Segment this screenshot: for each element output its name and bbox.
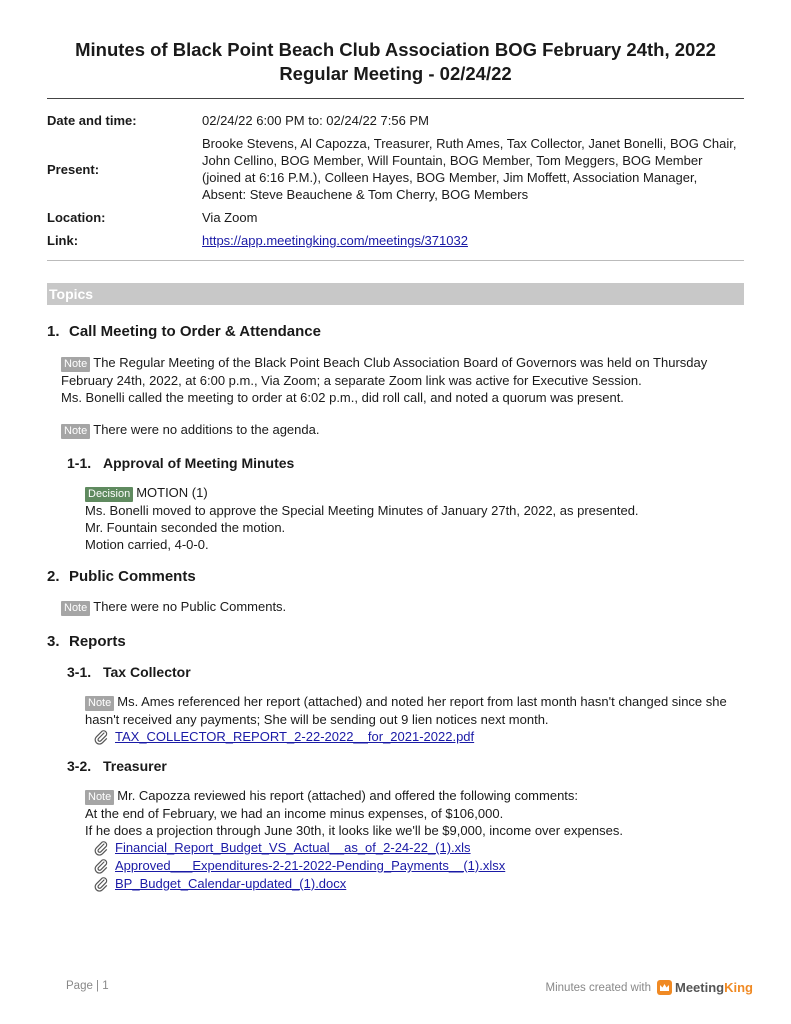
footer-credit bbox=[546, 980, 753, 995]
attachment-link[interactable]: Financial_Report_Budget_VS_Actual__as_of_2-24-22_(1).xls bbox=[115, 840, 471, 855]
note-text: Mr. Capozza reviewed his report (attached) and offered the following comments: bbox=[117, 788, 579, 803]
brand-meeting: Meeting bbox=[674, 980, 725, 995]
note-tag: Note bbox=[61, 424, 90, 439]
crown-icon bbox=[657, 980, 672, 995]
location-value: Via Zoom bbox=[202, 210, 258, 225]
meta-divider bbox=[47, 260, 744, 261]
section-number: 2. bbox=[47, 568, 60, 585]
section-1-1-decision bbox=[47, 484, 744, 553]
note-tag: Note bbox=[85, 790, 114, 805]
paperclip-icon bbox=[93, 876, 109, 892]
section-heading-1 bbox=[47, 322, 744, 342]
subsection-number: 1-1. bbox=[67, 455, 92, 471]
attachment-link[interactable]: Approved___Expenditures-2-21-2022-Pending_Payments__(1).xlsx bbox=[115, 858, 506, 873]
section-title: Public Comments bbox=[69, 568, 196, 585]
attachment-link[interactable]: BP_Budget_Calendar-updated_(1).docx bbox=[115, 876, 347, 891]
subsection-heading-3-2 bbox=[47, 757, 744, 775]
section-number: 1. bbox=[47, 323, 60, 340]
meta-row-date bbox=[47, 109, 744, 132]
note-text: The Regular Meeting of the Black Point Beach Club Association Board of Governors was held on Thursday February 24th, 2022, at 6:00 p.m., Via Zoom; a separate Zoom link was active for Executive Session. bbox=[61, 355, 708, 388]
decision-text: Mr. Fountain seconded the motion. bbox=[85, 520, 286, 535]
minutes-page bbox=[47, 38, 744, 893]
section-heading-3 bbox=[47, 632, 744, 652]
note-text: There were no Public Comments. bbox=[93, 599, 287, 614]
subsection-title: Treasurer bbox=[103, 758, 167, 774]
decision-tag: Decision bbox=[85, 487, 133, 502]
date-value: 02/24/22 6:00 PM to: 02/24/22 7:56 PM bbox=[202, 113, 429, 128]
meetingking-logo bbox=[657, 980, 753, 995]
note-tag: Note bbox=[61, 357, 90, 372]
location-label: Location: bbox=[47, 210, 106, 225]
date-label: Date and time: bbox=[47, 113, 137, 128]
attachment-link[interactable]: TAX_COLLECTOR_REPORT_2-22-2022__for_2021-2022.pdf bbox=[115, 729, 475, 744]
section-number: 3. bbox=[47, 633, 60, 650]
section-1-note-1 bbox=[47, 354, 744, 406]
present-value: Brooke Stevens, Al Capozza, Treasurer, Ruth Ames, Tax Collector, Janet Bonelli, BOG Chair, John Cellino, BOG Member, Will Fountain, BOG Member, Tom Meggers, BOG Member (joined at 6:16 P.M.), Colleen Hayes, BOG Member, Jim Moffett, Association Manager, Absent: Steve Beauchene & Tom Cherry, BOG Members bbox=[202, 136, 737, 202]
present-label: Present: bbox=[47, 161, 100, 177]
section-3-1-note bbox=[47, 693, 744, 746]
subsection-number: 3-2. bbox=[67, 758, 92, 774]
paperclip-icon bbox=[93, 858, 109, 874]
section-1-note-2 bbox=[47, 421, 744, 439]
section-2-note bbox=[47, 598, 744, 616]
page-number: Page | 1 bbox=[66, 980, 109, 992]
attachment-item bbox=[85, 728, 744, 746]
paperclip-icon bbox=[93, 729, 109, 745]
note-text: Ms. Ames referenced her report (attached) and noted her report from last month hasn't changed since she hasn't received any payments; She will be sending out 9 lien notices next month. bbox=[85, 694, 727, 727]
note-tag: Note bbox=[61, 601, 90, 616]
paperclip-icon bbox=[93, 840, 109, 856]
section-title: Call Meeting to Order & Attendance bbox=[69, 323, 321, 340]
decision-text: Motion carried, 4-0-0. bbox=[85, 537, 209, 552]
subsection-heading-3-1 bbox=[47, 663, 744, 681]
meta-row-present bbox=[47, 132, 744, 206]
section-heading-2 bbox=[47, 567, 744, 587]
title-divider bbox=[47, 98, 744, 99]
note-text: At the end of February, we had an income minus expenses, of $106,000. bbox=[85, 806, 504, 821]
document-title: Minutes of Black Point Beach Club Association BOG February 24th, 2022 Regular Meeting - 02/24/22 bbox=[75, 39, 716, 84]
note-text: If he does a projection through June 30th, it looks like we'll be $9,000, income over expenses. bbox=[85, 823, 623, 838]
decision-text: Ms. Bonelli moved to approve the Special Meeting Minutes of January 27th, 2022, as presented. bbox=[85, 503, 639, 518]
meta-row-link bbox=[47, 229, 744, 252]
subsection-number: 3-1. bbox=[67, 664, 92, 680]
topics-header: Topics bbox=[47, 283, 744, 305]
section-3-2-note bbox=[47, 787, 744, 893]
section-title: Reports bbox=[69, 633, 126, 650]
meeting-meta-table bbox=[47, 109, 744, 252]
note-text: There were no additions to the agenda. bbox=[93, 422, 320, 437]
brand-king: King bbox=[724, 980, 753, 995]
subsection-title: Tax Collector bbox=[103, 664, 191, 680]
attachment-item bbox=[85, 839, 744, 857]
attachment-item bbox=[85, 875, 744, 893]
note-text: Ms. Bonelli called the meeting to order at 6:02 p.m., did roll call, and noted a quorum was present. bbox=[61, 390, 624, 405]
meta-row-location bbox=[47, 206, 744, 229]
subsection-title: Approval of Meeting Minutes bbox=[103, 455, 295, 471]
note-tag: Note bbox=[85, 696, 114, 711]
created-with-text: Minutes created with bbox=[545, 981, 651, 994]
decision-text: MOTION (1) bbox=[136, 485, 208, 500]
subsection-heading-1-1 bbox=[47, 454, 744, 472]
meeting-link[interactable]: https://app.meetingking.com/meetings/371032 bbox=[202, 233, 468, 248]
link-label: Link: bbox=[47, 233, 79, 248]
attachment-item bbox=[85, 857, 744, 875]
